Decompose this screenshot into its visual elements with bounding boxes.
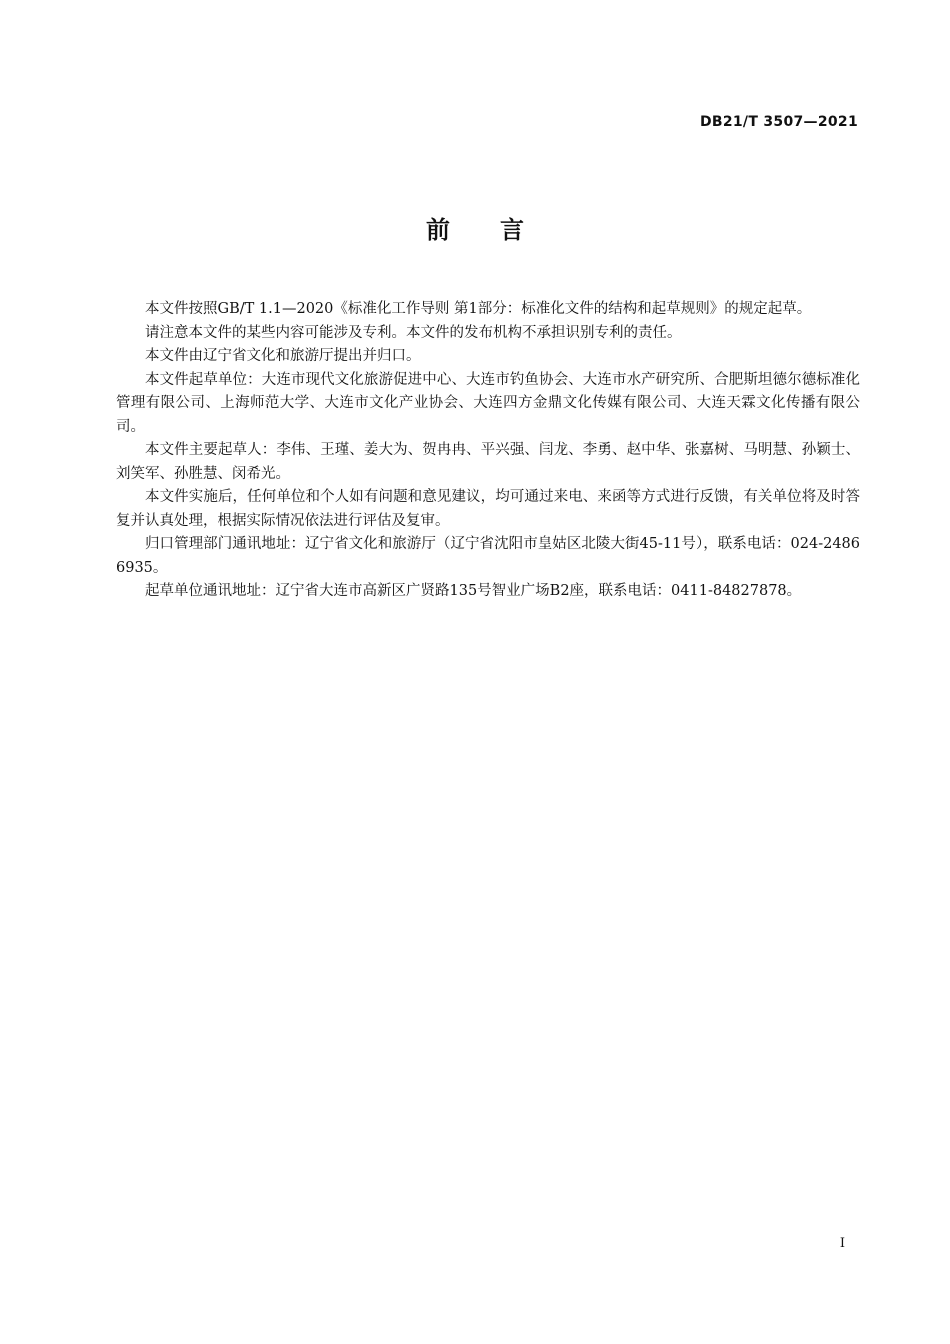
paragraph-drafter-address: 起草单位通讯地址：辽宁省大连市高新区广贤路135号智业广场B2座，联系电话：0411-84827878。 [145,583,802,599]
paragraph-feedback: 本文件实施后，任何单位和个人如有问题和意见建议，均可通过来电、来函等方式进行反馈，有关单位将及时答复并认真处理，根据实际情况依法进行评估及复审。 [116,489,860,529]
paragraph-proposer: 本文件由辽宁省文化和旅游厅提出并归口。 [145,348,421,364]
paragraph-drafting-rules: 本文件按照GB/T 1.1—2020《标准化工作导则 第1部分：标准化文件的结构和起草规则》的规定起草。 [145,301,812,317]
paragraph-main-drafters: 本文件主要起草人：李伟、王瑾、姜大为、贺冉冉、平兴强、闫龙、李勇、赵中华、张嘉树、马明慧、孙颖士、刘笑军、孙胜慧、闵希光。 [116,442,860,482]
page-title: 前言 [426,216,574,244]
document-code: DB21/T 3507—2021 [699,114,858,130]
foreword-body [116,298,860,604]
paragraph-patent-notice: 请注意本文件的某些内容可能涉及专利。本文件的发布机构不承担识别专利的责任。 [145,324,682,341]
paragraph-drafting-units: 本文件起草单位：大连市现代文化旅游促进中心、大连市钓鱼协会、大连市水产研究所、合肥斯坦德尔德标准化管理有限公司、上海师范大学、大连市文化产业协会、大连四方金鼎文化传媒有限公司、大连天霖文化传播有限公司。 [116,371,860,435]
page-number: I [839,1236,845,1251]
paragraph-management-address: 归口管理部门通讯地址：辽宁省文化和旅游厅（辽宁省沈阳市皇姑区北陵大街45-11号），联系电话：024-24866935。 [116,536,860,576]
